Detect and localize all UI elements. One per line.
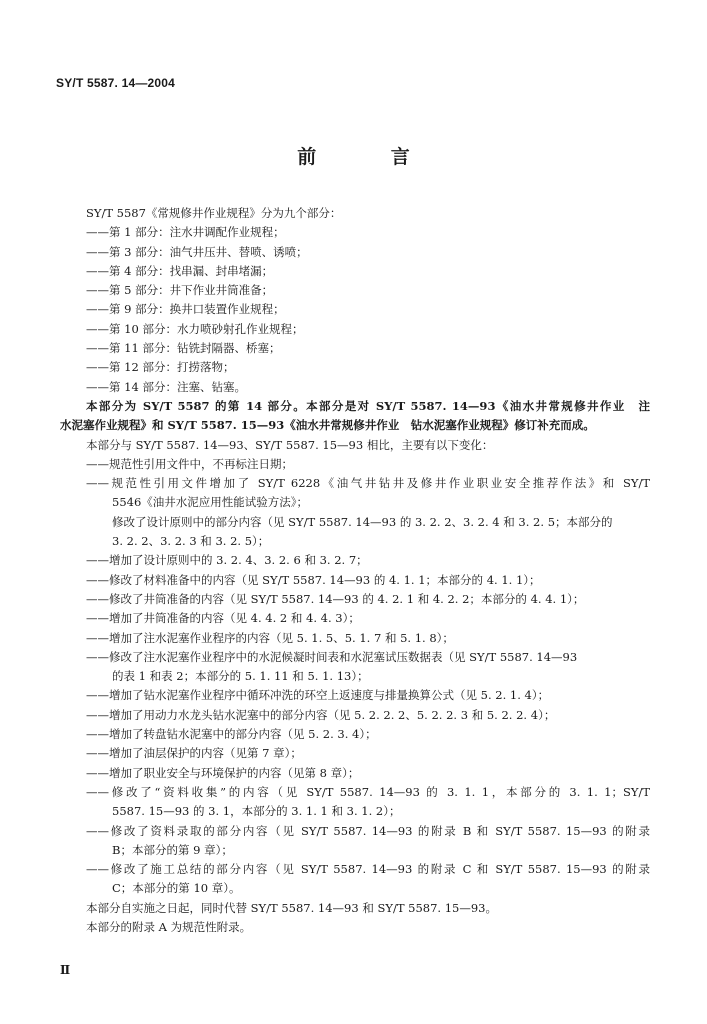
body-line: SY/T 5587《常规修井作业规程》分为九个部分： xyxy=(86,206,342,220)
body-line: 修改了设计原则中的部分内容（见 SY/T 5587. 14—93 的 3. 2. 2、3. 2. 4 和 3. 2. 5；本部分的 xyxy=(112,514,613,529)
body-line: ——第 9 部分：换井口装置作业规程； xyxy=(86,302,285,317)
body-line: 本部分为 SY/T 5587 的第 14 部分。本部分是对 SY/T 5587. 14—93《油水井常规修井作业 注 xyxy=(86,398,650,413)
document-body xyxy=(60,204,650,937)
body-line: ——第 5 部分：井下作业井筒准备； xyxy=(86,283,274,298)
body-line: ——第 1 部分：注水井调配作业规程； xyxy=(86,225,285,240)
body-line: ——第 12 部分：打捞落物； xyxy=(86,360,235,375)
body-line: ——增加了井筒准备的内容（见 4. 4. 2 和 4. 4. 3）； xyxy=(86,611,360,626)
body-line: 本部分的附录 A 为规范性附录。 xyxy=(86,919,252,934)
body-line: ——修改了“资料收集”的内容（见 SY/T 5587. 14—93 的 3. 1. 1，本部分的 3. 1. 1；SY/T xyxy=(86,784,650,799)
page-title: 前 言 xyxy=(297,146,444,168)
body-line: ——第 14 部分：注塞、钻塞。 xyxy=(86,379,246,394)
body-line: 3. 2. 2、3. 2. 3 和 3. 2. 5）； xyxy=(112,534,270,549)
body-line: ——第 3 部分：油气井压井、替喷、诱喷； xyxy=(86,244,308,259)
body-line: ——增加了注水泥塞作业程序的内容（见 5. 1. 5、5. 1. 7 和 5. 1. 8）； xyxy=(86,630,454,645)
body-line: ——第 11 部分：钻铣封隔器、桥塞； xyxy=(86,341,281,356)
body-line: ——增加了用动力水龙头钻水泥塞中的部分内容（见 5. 2. 2. 2、5. 2. 2. 3 和 5. 2. 2. 4）； xyxy=(86,707,556,722)
standard-code-header: SY/T 5587. 14—2004 xyxy=(56,76,176,90)
body-line: ——增加了钻水泥塞作业程序中循环冲洗的环空上返速度与排量换算公式（见 5. 2. 1. 4）； xyxy=(86,688,550,703)
body-line: 本部分自实施之日起，同时代替 SY/T 5587. 14—93 和 SY/T 5587. 15—93。 xyxy=(86,900,497,915)
body-line: ——增加了转盘钻水泥塞中的部分内容（见 5. 2. 3. 4）； xyxy=(86,727,377,742)
body-line: B；本部分的第 9 章）； xyxy=(112,842,233,857)
body-line: ——第 10 部分：水力喷砂射孔作业规程； xyxy=(86,321,304,336)
body-line: ——增加了职业安全与环境保护的内容（见第 8 章）； xyxy=(86,765,360,780)
body-line: 5587. 15—93 的 3. 1，本部分的 3. 1. 1 和 3. 1. 2）； xyxy=(112,804,401,819)
body-line: ——增加了油层保护的内容（见第 7 章）； xyxy=(86,746,302,761)
body-line: C；本部分的第 10 章）。 xyxy=(112,881,241,896)
body-line: 的表 1 和表 2；本部分的 5. 1. 11 和 5. 1. 13）； xyxy=(112,669,369,684)
body-line: ——规范性引用文件中，不再标注日期； xyxy=(86,456,293,471)
body-line: 本部分与 SY/T 5587. 14—93、SY/T 5587. 15—93 相比，主要有以下变化： xyxy=(86,437,494,452)
body-line: ——修改了井筒准备的内容（见 SY/T 5587. 14—93 的 4. 2. 1 和 4. 2. 2；本部分的 4. 4. 1）； xyxy=(86,591,585,606)
body-line: ——修改了施工总结的部分内容（见 SY/T 5587. 14—93 的附录 C 和 SY/T 5587. 15—93 的附录 xyxy=(86,862,650,877)
body-line: ——增加了设计原则中的 3. 2. 4、3. 2. 6 和 3. 2. 7； xyxy=(86,553,368,568)
body-line: ——修改了材料准备中的内容（见 SY/T 5587. 14—93 的 4. 1. 1；本部分的 4. 1. 1）； xyxy=(86,572,541,587)
body-line: ——规范性引用文件增加了 SY/T 6228《油气井钻井及修井作业职业安全推荐作法》和 SY/T xyxy=(86,476,650,491)
body-line: 5546《油井水泥应用性能试验方法》； xyxy=(112,495,309,510)
body-line: 水泥塞作业规程》和 SY/T 5587. 15—93《油水井常规修井作业 钻水泥塞作业规程》修订补充而成。 xyxy=(60,418,595,433)
body-line: ——第 4 部分：找串漏、封串堵漏； xyxy=(86,263,274,278)
page-number: Ⅱ xyxy=(60,963,71,977)
body-line: ——修改了注水泥塞作业程序中的水泥候凝时间表和水泥塞试压数据表（见 SY/T 5587. 14—93 xyxy=(86,649,578,664)
body-line: ——修改了资料录取的部分内容（见 SY/T 5587. 14—93 的附录 B 和 SY/T 5587. 15—93 的附录 xyxy=(86,823,650,838)
